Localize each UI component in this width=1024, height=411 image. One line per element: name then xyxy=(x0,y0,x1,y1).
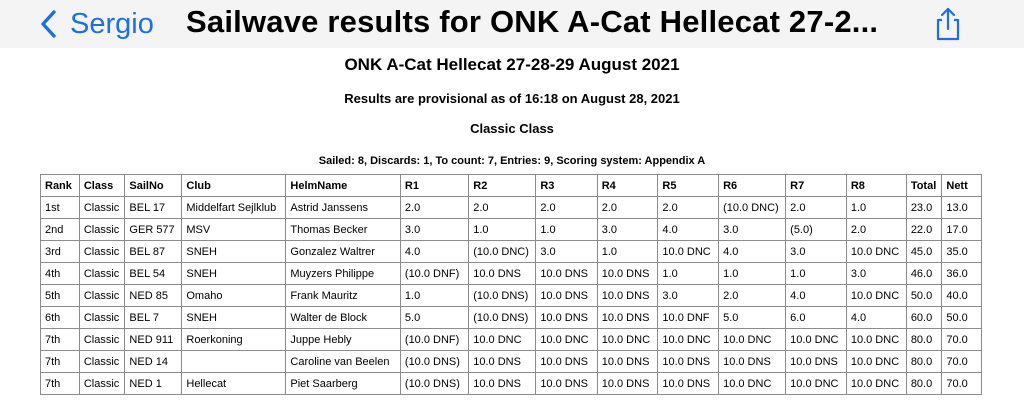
cell-club: Middelfart Sejlklub xyxy=(182,197,286,219)
cell-r8: 4.0 xyxy=(846,307,906,329)
cell-sailno: NED 1 xyxy=(125,373,182,395)
cell-total: 45.0 xyxy=(906,241,942,263)
cell-r8: 10.0 DNC xyxy=(846,373,906,395)
cell-nett: 13.0 xyxy=(942,197,982,219)
cell-r6: 1.0 xyxy=(719,263,786,285)
cell-r8: 1.0 xyxy=(846,197,906,219)
cell-r8: 10.0 DNC xyxy=(846,329,906,351)
cell-r4: 1.0 xyxy=(597,241,658,263)
cell-r1: 4.0 xyxy=(400,241,468,263)
cell-r3: 10.0 DNS xyxy=(536,263,597,285)
cell-total: 80.0 xyxy=(906,373,942,395)
cell-r4: 10.0 DNC xyxy=(597,329,658,351)
cell-r2: 10.0 DNS xyxy=(469,373,536,395)
cell-r1: 1.0 xyxy=(400,285,468,307)
col-header-helmname: HelmName xyxy=(286,175,401,197)
cell-total: 80.0 xyxy=(906,351,942,373)
class-heading: Classic Class xyxy=(470,121,554,136)
col-header-r7: R7 xyxy=(786,175,847,197)
cell-r4: 10.0 DNS xyxy=(597,263,658,285)
cell-club: SNEH xyxy=(182,241,286,263)
cell-r6: 5.0 xyxy=(719,307,786,329)
cell-r1: (10.0 DNF) xyxy=(400,329,468,351)
cell-helmname: Astrid Janssens xyxy=(286,197,401,219)
cell-total: 22.0 xyxy=(906,219,942,241)
col-header-r5: R5 xyxy=(658,175,719,197)
cell-sailno: NED 14 xyxy=(125,351,182,373)
back-button[interactable] xyxy=(38,6,154,42)
cell-nett: 17.0 xyxy=(942,219,982,241)
cell-class: Classic xyxy=(79,285,125,307)
navigation-bar xyxy=(0,0,1024,49)
cell-club: Roerkoning xyxy=(182,329,286,351)
cell-sailno: BEL 54 xyxy=(125,263,182,285)
cell-class: Classic xyxy=(79,307,125,329)
cell-helmname: Piet Saarberg xyxy=(286,373,401,395)
series-summary: Sailed: 8, Discards: 1, To count: 7, Entries: 9, Scoring system: Appendix A xyxy=(318,155,706,167)
col-header-club: Club xyxy=(182,175,286,197)
cell-club: Hellecat xyxy=(182,373,286,395)
cell-r5: 10.0 DNC xyxy=(658,241,719,263)
cell-r1: (10.0 DNF) xyxy=(400,263,468,285)
cell-r8: 3.0 xyxy=(846,263,906,285)
share-icon xyxy=(930,6,966,42)
cell-rank: 6th xyxy=(41,307,80,329)
cell-r1: 2.0 xyxy=(400,197,468,219)
cell-nett: 40.0 xyxy=(942,285,982,307)
cell-r3: 1.0 xyxy=(536,219,597,241)
cell-r4: 2.0 xyxy=(597,197,658,219)
cell-helmname: Gonzalez Waltrer xyxy=(286,241,401,263)
cell-r7: 6.0 xyxy=(786,307,847,329)
cell-r2: (10.0 DNS) xyxy=(469,307,536,329)
table-row xyxy=(41,307,982,329)
cell-rank: 5th xyxy=(41,285,80,307)
col-header-r1: R1 xyxy=(400,175,468,197)
cell-r4: 10.0 DNS xyxy=(597,307,658,329)
cell-class: Classic xyxy=(79,263,125,285)
cell-r8: 10.0 DNC xyxy=(846,241,906,263)
col-header-class: Class xyxy=(79,175,125,197)
cell-sailno: NED 85 xyxy=(125,285,182,307)
cell-r7: 10.0 DNC xyxy=(786,329,847,351)
cell-total: 46.0 xyxy=(906,263,942,285)
col-header-r8: R8 xyxy=(846,175,906,197)
cell-r6: 3.0 xyxy=(719,219,786,241)
table-row xyxy=(41,329,982,351)
table-row xyxy=(41,285,982,307)
cell-r3: 2.0 xyxy=(536,197,597,219)
cell-class: Classic xyxy=(79,241,125,263)
cell-club xyxy=(182,351,286,373)
cell-r5: 3.0 xyxy=(658,285,719,307)
cell-r7: 4.0 xyxy=(786,285,847,307)
cell-r3: 10.0 DNS xyxy=(536,285,597,307)
cell-nett: 70.0 xyxy=(942,351,982,373)
cell-sailno: GER 577 xyxy=(125,219,182,241)
cell-helmname: Muyzers Philippe xyxy=(286,263,401,285)
col-header-r4: R4 xyxy=(597,175,658,197)
cell-sailno: BEL 87 xyxy=(125,241,182,263)
cell-helmname: Caroline van Beelen xyxy=(286,351,401,373)
cell-nett: 36.0 xyxy=(942,263,982,285)
cell-sailno: NED 911 xyxy=(125,329,182,351)
cell-r1: (10.0 DNS) xyxy=(400,351,468,373)
cell-rank: 4th xyxy=(41,263,80,285)
cell-r3: 10.0 DNS xyxy=(536,373,597,395)
cell-helmname: Juppe Hebly xyxy=(286,329,401,351)
cell-nett: 50.0 xyxy=(942,307,982,329)
cell-r7: 10.0 DNC xyxy=(786,373,847,395)
event-title: ONK A-Cat Hellecat 27-28-29 August 2021 xyxy=(344,55,680,74)
back-label: Sergio xyxy=(70,7,154,40)
table-row xyxy=(41,263,982,285)
col-header-total: Total xyxy=(906,175,942,197)
cell-r6: 4.0 xyxy=(719,241,786,263)
cell-r3: 10.0 DNS xyxy=(536,307,597,329)
cell-r3: 10.0 DNS xyxy=(536,351,597,373)
cell-r4: 10.0 DNS xyxy=(597,285,658,307)
cell-class: Classic xyxy=(79,329,125,351)
cell-rank: 7th xyxy=(41,351,80,373)
cell-total: 60.0 xyxy=(906,307,942,329)
cell-class: Classic xyxy=(79,197,125,219)
cell-r3: 10.0 DNC xyxy=(536,329,597,351)
cell-r8: 10.0 DNC xyxy=(846,285,906,307)
cell-helmname: Walter de Block xyxy=(286,307,401,329)
cell-r3: 3.0 xyxy=(536,241,597,263)
cell-r1: (10.0 DNS) xyxy=(400,373,468,395)
cell-r2: 10.0 DNS xyxy=(469,351,536,373)
cell-r2: 1.0 xyxy=(469,219,536,241)
results-document xyxy=(0,48,1024,411)
cell-r5: 10.0 DNS xyxy=(658,373,719,395)
cell-r5: 10.0 DNS xyxy=(658,351,719,373)
cell-r7: 1.0 xyxy=(786,263,847,285)
cell-r5: 10.0 DNC xyxy=(658,329,719,351)
cell-helmname: Thomas Becker xyxy=(286,219,401,241)
cell-class: Classic xyxy=(79,219,125,241)
cell-nett: 70.0 xyxy=(942,373,982,395)
chevron-left-icon xyxy=(38,9,60,39)
cell-rank: 1st xyxy=(41,197,80,219)
cell-sailno: BEL 17 xyxy=(125,197,182,219)
cell-r2: 10.0 DNC xyxy=(469,329,536,351)
cell-rank: 3rd xyxy=(41,241,80,263)
header-row xyxy=(41,175,982,197)
cell-club: SNEH xyxy=(182,307,286,329)
table-row xyxy=(41,219,982,241)
cell-rank: 7th xyxy=(41,373,80,395)
cell-r7: 3.0 xyxy=(786,241,847,263)
cell-r7: 10.0 DNS xyxy=(786,351,847,373)
cell-r2: (10.0 DNS) xyxy=(469,285,536,307)
cell-r4: 3.0 xyxy=(597,219,658,241)
cell-class: Classic xyxy=(79,351,125,373)
page-title: Sailwave results for ONK A-Cat Hellecat 27-2... xyxy=(186,4,879,39)
share-button[interactable] xyxy=(930,6,966,42)
results-table xyxy=(40,174,982,395)
cell-r6: 10.0 DNC xyxy=(719,373,786,395)
cell-r2: 10.0 DNS xyxy=(469,263,536,285)
cell-r7: 2.0 xyxy=(786,197,847,219)
cell-r5: 10.0 DNF xyxy=(658,307,719,329)
cell-r6: 10.0 DNC xyxy=(719,329,786,351)
cell-helmname: Frank Mauritz xyxy=(286,285,401,307)
cell-class: Classic xyxy=(79,373,125,395)
cell-r4: 10.0 DNS xyxy=(597,373,658,395)
cell-r6: (10.0 DNC) xyxy=(719,197,786,219)
cell-r8: 2.0 xyxy=(846,219,906,241)
cell-r5: 1.0 xyxy=(658,263,719,285)
cell-club: Omaho xyxy=(182,285,286,307)
cell-r4: 10.0 DNS xyxy=(597,351,658,373)
cell-total: 50.0 xyxy=(906,285,942,307)
cell-r6: 2.0 xyxy=(719,285,786,307)
col-header-rank: Rank xyxy=(41,175,80,197)
cell-r2: (10.0 DNC) xyxy=(469,241,536,263)
cell-r1: 3.0 xyxy=(400,219,468,241)
provisional-note: Results are provisional as of 16:18 on August 28, 2021 xyxy=(344,91,680,106)
col-header-sailno: SailNo xyxy=(125,175,182,197)
cell-r8: 10.0 DNC xyxy=(846,351,906,373)
cell-r1: 5.0 xyxy=(400,307,468,329)
cell-r2: 2.0 xyxy=(469,197,536,219)
cell-nett: 70.0 xyxy=(942,329,982,351)
cell-nett: 35.0 xyxy=(942,241,982,263)
cell-r5: 4.0 xyxy=(658,219,719,241)
cell-r6: 10.0 DNS xyxy=(719,351,786,373)
cell-r7: (5.0) xyxy=(786,219,847,241)
cell-club: SNEH xyxy=(182,263,286,285)
cell-rank: 2nd xyxy=(41,219,80,241)
cell-r5: 2.0 xyxy=(658,197,719,219)
col-header-nett: Nett xyxy=(942,175,982,197)
col-header-r6: R6 xyxy=(719,175,786,197)
cell-total: 23.0 xyxy=(906,197,942,219)
cell-rank: 7th xyxy=(41,329,80,351)
col-header-r3: R3 xyxy=(536,175,597,197)
col-header-r2: R2 xyxy=(469,175,536,197)
table-row xyxy=(41,373,982,395)
cell-total: 80.0 xyxy=(906,329,942,351)
table-row xyxy=(41,241,982,263)
table-row xyxy=(41,197,982,219)
cell-sailno: BEL 7 xyxy=(125,307,182,329)
cell-club: MSV xyxy=(182,219,286,241)
table-row xyxy=(41,351,982,373)
